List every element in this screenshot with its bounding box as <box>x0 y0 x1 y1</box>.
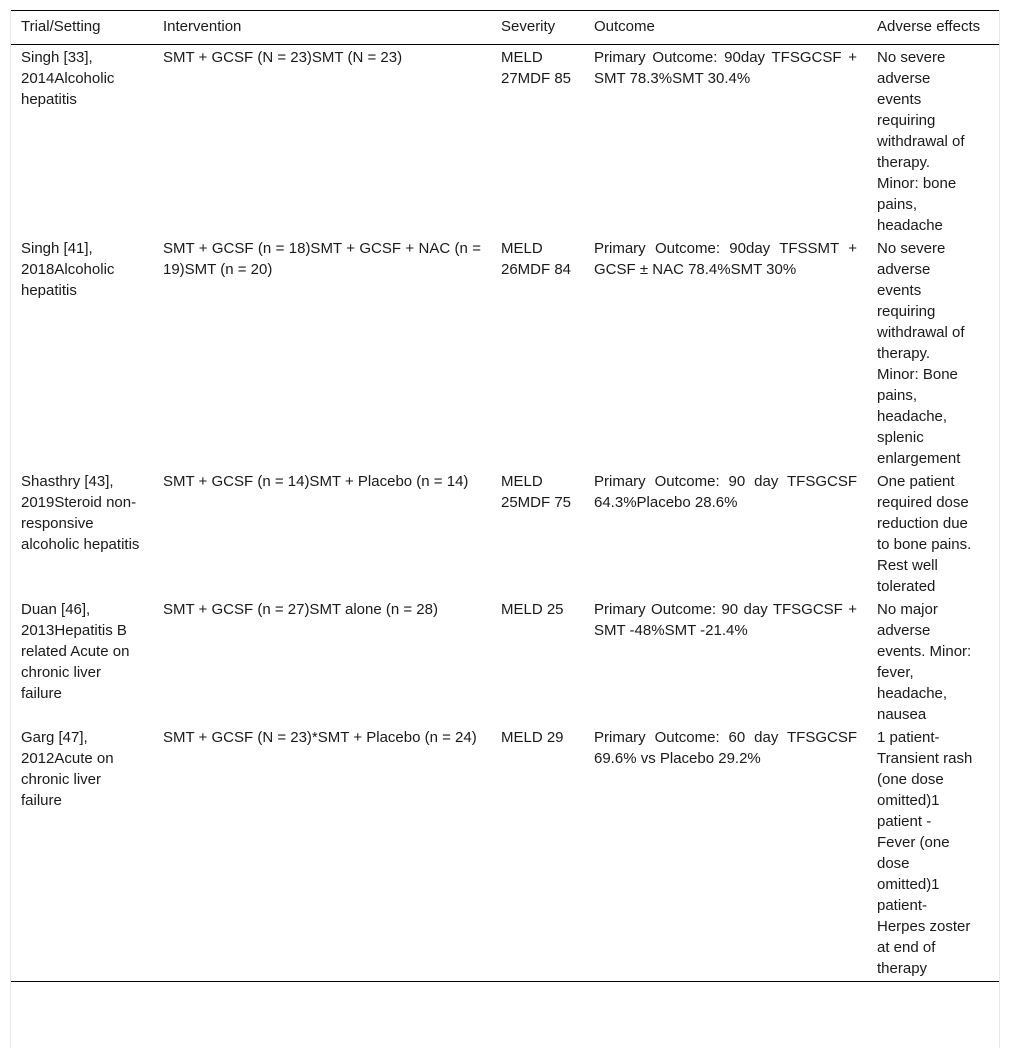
cell-adverse-effects: No major adverse events. Minor: fever, headache, nausea <box>877 601 972 723</box>
cell-severity: MELD 26MDF 84 <box>501 240 572 278</box>
cell-outcome: Primary Outcome: 90 day TFSGCSF 64.3%Placebo 28.6% <box>594 473 857 511</box>
cell-adverse-effects: 1 patient- Transient rash (one dose omitted)1 patient - Fever (one dose omitted)1 patient- Herpes zoster at end of therapy <box>877 729 973 977</box>
cell-adverse-effects: One patient required dose reduction due to bone pains. Rest well tolerated <box>877 473 972 595</box>
header-adverse-effects: Adverse effects <box>877 18 981 35</box>
cell-trial: Garg [47], 2012Acute on chronic liver failure <box>21 729 114 809</box>
cell-intervention: SMT + GCSF (n = 18)SMT + GCSF + NAC (n = 19)SMT (n = 20) <box>163 240 481 278</box>
cell-severity: MELD 25 <box>501 601 564 618</box>
cell-outcome: Primary Outcome: 90day TFSSMT + GCSF ± NAC 78.4%SMT 30% <box>594 240 857 278</box>
cell-severity: MELD 29 <box>501 729 564 746</box>
cell-adverse-effects: No severe adverse events requiring withdrawal of therapy. Minor: bone pains, headache <box>877 49 965 234</box>
cell-trial: Shasthry [43], 2019Steroid non-responsive alcoholic hepatitis <box>21 473 140 553</box>
header-severity: Severity <box>501 18 556 35</box>
cell-severity: MELD 27MDF 85 <box>501 49 572 87</box>
cell-severity: MELD 25MDF 75 <box>501 473 572 511</box>
cell-intervention: SMT + GCSF (n = 27)SMT alone (n = 28) <box>163 601 438 618</box>
cell-intervention: SMT + GCSF (n = 14)SMT + Placebo (n = 14) <box>163 473 469 490</box>
header-intervention: Intervention <box>163 18 242 35</box>
table-row <box>11 45 999 237</box>
cell-outcome: Primary Outcome: 90 day TFSGCSF + SMT -48%SMT -21.4% <box>594 601 857 639</box>
cell-outcome: Primary Outcome: 60 day TFSGCSF 69.6% vs Placebo 29.2% <box>594 729 857 767</box>
cell-trial: Singh [33], 2014Alcoholic hepatitis <box>21 49 115 108</box>
table-row <box>11 725 999 982</box>
cell-trial: Singh [41], 2018Alcoholic hepatitis <box>21 240 115 299</box>
cell-intervention: SMT + GCSF (N = 23)SMT (N = 23) <box>163 49 403 66</box>
cell-intervention: SMT + GCSF (N = 23)*SMT + Placebo (n = 24) <box>163 729 477 746</box>
table-row <box>11 469 999 597</box>
header-trial-setting: Trial/Setting <box>21 18 101 35</box>
study-table-container <box>10 10 1000 1048</box>
study-table <box>11 10 999 982</box>
table-header-row <box>11 11 999 45</box>
cell-adverse-effects: No severe adverse events requiring withdrawal of therapy. Minor: Bone pains, headache, splenic enlargement <box>877 240 965 467</box>
table-row <box>11 236 999 469</box>
header-outcome: Outcome <box>594 18 655 35</box>
cell-trial: Duan [46], 2013Hepatitis B related Acute on chronic liver failure <box>21 601 130 702</box>
table-row <box>11 597 999 725</box>
cell-outcome: Primary Outcome: 90day TFSGCSF + SMT 78.3%SMT 30.4% <box>594 49 857 87</box>
